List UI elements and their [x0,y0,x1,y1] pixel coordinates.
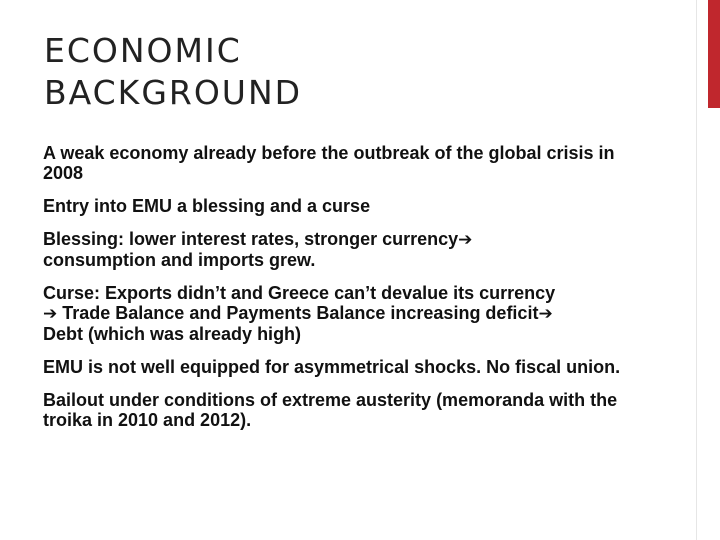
arrow-right-icon: ➔ [458,230,473,250]
bullet-text: Blessing: lower interest rates, stronger currency [43,229,459,249]
bullet-item [43,390,643,430]
bullet-item [43,143,643,183]
bullet-text: consumption and imports grew. [43,250,316,270]
bullet-item [43,229,643,270]
accent-bar [708,0,720,108]
bullet-item [43,357,643,377]
bullet-text: A weak economy already before the outbreak of the global crisis in 2008 [43,143,615,183]
bullet-text: Entry into EMU a blessing and a curse [43,196,371,216]
bullet-text: Trade Balance and Payments Balance increasing deficit [57,303,539,323]
bullet-text: Debt (which was already high) [43,324,302,344]
bullet-item [43,283,643,344]
bullet-text: Curse: Exports didn’t and Greece can’t devalue its currency [43,283,556,303]
title-line-2: BACKGROUND [44,73,303,112]
title-line-1: ECONOMIC [44,31,242,70]
arrow-right-icon: ➔ [538,304,553,324]
bullet-text: EMU is not well equipped for asymmetrical shocks. No fiscal union. [43,357,621,377]
arrow-right-icon: ➔ [43,304,58,324]
bullet-text: Bailout under conditions of extreme austerity (memoranda with the troika in 2010 and 2012). [43,390,618,430]
bullet-item [43,196,643,216]
bullet-list [43,143,643,443]
slide-divider [696,0,697,540]
slide-title [44,30,684,114]
